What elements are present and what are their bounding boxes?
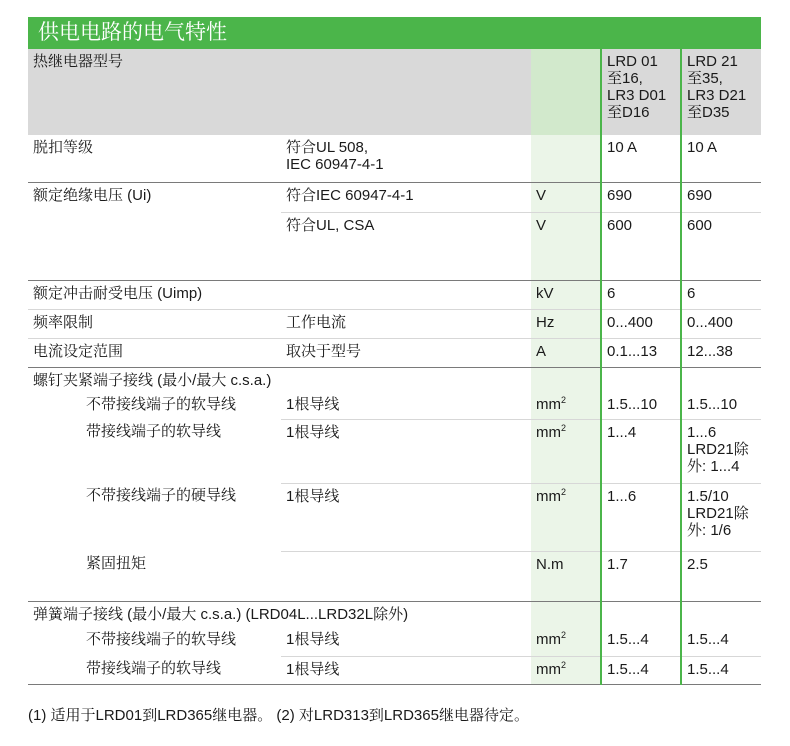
table-row: 脱扣等级 符合UL 508, IEC 60947-4-1 10 A 10 A	[28, 135, 761, 182]
table-row: 电流设定范围 取决于型号 A 0.1...13 12...38	[28, 338, 761, 367]
table-row: 带接线端子的软导线 1根导线 $mm^2$ 1.5...4 1.5...4	[28, 656, 761, 684]
table-row: 额定冲击耐受电压 (Uimp) kV 6 6	[28, 280, 761, 309]
table-row: 不带接线端子的软导线 1根导线 $mm^2$ 1.5...10 1.5...10	[28, 392, 761, 419]
header-label: 热继电器型号	[28, 49, 281, 135]
table-row: 带接线端子的软导线 1根导线 $mm^2$ 1...4 1...6 LRD21除 外: 1...4	[28, 419, 761, 483]
table-header-row	[28, 49, 761, 135]
header-col2: LRD 21 至35, LR3 D21 至D35	[681, 49, 761, 135]
header-col1: LRD 01 至16, LR3 D01 至D16	[601, 49, 681, 135]
spec-table	[28, 49, 761, 685]
footnote: (1) 适用于LRD01到LRD365继电器。 (2) 对LRD313到LRD365继电器待定。	[28, 707, 529, 724]
table-row: 符合UL, CSA V 600 600	[28, 212, 761, 280]
table-row: 紧固扭矩 N.m 1.7 2.5	[28, 551, 761, 601]
table-row: 额定绝缘电压 (Ui) 符合IEC 60947-4-1 V 690 690	[28, 182, 761, 212]
section-header-row: 弹簧端子接线 (最小/最大 c.s.a.) (LRD04L...LRD32L除外)	[28, 601, 761, 627]
section-header-row: 螺钉夹紧端子接线 (最小/最大 c.s.a.)	[28, 367, 761, 392]
page-title: 供电电路的电气特性	[28, 17, 761, 49]
table-row: 频率限制 工作电流 Hz 0...400 0...400	[28, 309, 761, 338]
table-row: 不带接线端子的硬导线 1根导线 $mm^2$ 1...6 1.5/10 LRD21除 外: 1/6	[28, 483, 761, 551]
table-row: 不带接线端子的软导线 1根导线 $mm^2$ 1.5...4 1.5...4	[28, 627, 761, 656]
